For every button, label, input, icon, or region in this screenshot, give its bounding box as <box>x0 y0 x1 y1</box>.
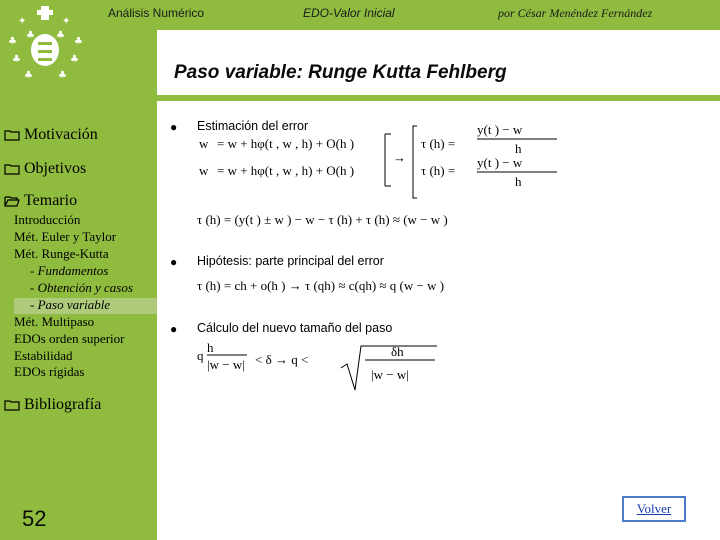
temario-item[interactable]: Mét. Runge-Kutta <box>14 246 109 261</box>
title-underline <box>157 95 720 101</box>
nav-motivacion[interactable] <box>4 126 98 144</box>
formula-step-size <box>195 342 445 394</box>
svg-text:y(t ) − w: y(t ) − w <box>477 122 523 137</box>
temario-item[interactable]: EDOs rígidas <box>14 364 85 379</box>
svg-text:♣: ♣ <box>8 36 17 47</box>
svg-text:♣: ♣ <box>58 70 67 81</box>
svg-text:τ (h) = ch + o(h ) → τ (qh) ≈: τ (h) = ch + o(h ) → τ (qh) ≈ c(qh) ≈ q (w − w ) <box>197 278 445 293</box>
bullet-dot: ● <box>170 255 178 269</box>
temario-item[interactable]: EDOs orden superior <box>14 331 125 346</box>
slide-title: Paso variable: Runge Kutta Fehlberg <box>174 62 507 83</box>
temario-subitem[interactable]: - Fundamentos <box>30 263 109 278</box>
svg-text:τ (h) =: τ (h) = <box>421 136 456 151</box>
university-logo <box>2 2 88 88</box>
svg-text:τ (h) = (y(t ) ± w ) − w − τ (: τ (h) = (y(t ) ± w ) − w − τ (h) + τ (h) ≈ (w − w ) <box>197 212 448 227</box>
svg-text:♣: ♣ <box>26 30 35 41</box>
bullet-text: Hipótesis: parte principal del error <box>197 254 384 268</box>
formula-error-difference <box>195 205 635 233</box>
svg-text:♣: ♣ <box>56 30 65 41</box>
svg-text:w: w <box>199 163 209 178</box>
nav-objetivos[interactable] <box>4 160 86 178</box>
svg-text:τ (h) =: τ (h) = <box>421 163 456 178</box>
back-button[interactable]: Volver <box>622 496 686 522</box>
svg-text:h: h <box>207 342 214 355</box>
svg-text:= w + hφ(t , w , h) + O(h ): = w + hφ(t , w , h) + O(h ) <box>217 136 355 151</box>
temario-subitem[interactable]: - Obtención y casos <box>30 280 133 295</box>
svg-text:♣: ♣ <box>24 70 33 81</box>
formula-hypothesis <box>195 272 635 298</box>
nav-motivacion-label: Motivación <box>24 126 98 143</box>
page-number: 52 <box>22 506 47 531</box>
folder-icon <box>4 129 20 141</box>
svg-text:✦: ✦ <box>18 16 27 27</box>
svg-text:< δ → q <: < δ → q < <box>255 352 309 367</box>
svg-text:= w + hφ(t , w , h) + O(h ): = w + hφ(t , w , h) + O(h ) <box>217 163 355 178</box>
author-name: por César Menéndez Fernández <box>498 6 653 20</box>
nav-bibliografia[interactable] <box>4 396 101 414</box>
svg-text:♣: ♣ <box>70 54 79 65</box>
svg-text:δh: δh <box>391 344 404 359</box>
svg-text:q: q <box>197 348 204 363</box>
svg-text:h: h <box>515 174 522 189</box>
bullet-dot: ● <box>170 322 178 336</box>
svg-text:→: → <box>393 150 406 165</box>
nav-bibliografia-label: Bibliografía <box>24 396 102 413</box>
svg-text:|w − w|: |w − w| <box>371 367 409 382</box>
svg-text:♣: ♣ <box>74 36 83 47</box>
svg-text:y(t ) − w: y(t ) − w <box>477 155 523 170</box>
svg-text:w: w <box>199 136 209 151</box>
svg-text:h: h <box>515 141 522 156</box>
bullet-text: Cálculo del nuevo tamaño del paso <box>197 321 393 335</box>
nav-temario-label: Temario <box>24 192 78 209</box>
temario-item[interactable]: Mét. Multipaso <box>14 314 95 329</box>
temario-subitem-current[interactable]: - Paso variable <box>30 297 111 312</box>
svg-text:|w − w|: |w − w| <box>207 357 245 372</box>
svg-text:♣: ♣ <box>12 54 21 65</box>
bullet-text: Estimación del error <box>197 119 309 133</box>
topic-name: EDO-Valor Inicial <box>303 6 395 20</box>
bullet-dot: ● <box>170 120 178 134</box>
temario-item[interactable]: Estabilidad <box>14 348 73 363</box>
course-name: Análisis Numérico <box>108 6 205 20</box>
formula-error-estimate <box>195 118 565 203</box>
open-folder-icon <box>4 195 20 207</box>
nav-temario[interactable] <box>4 192 77 210</box>
folder-icon <box>4 399 20 411</box>
temario-item[interactable]: Mét. Euler y Taylor <box>14 229 117 244</box>
folder-icon <box>4 163 20 175</box>
temario-item[interactable]: Introducción <box>14 212 81 227</box>
nav-objetivos-label: Objetivos <box>24 160 87 177</box>
svg-text:✦: ✦ <box>62 16 71 27</box>
